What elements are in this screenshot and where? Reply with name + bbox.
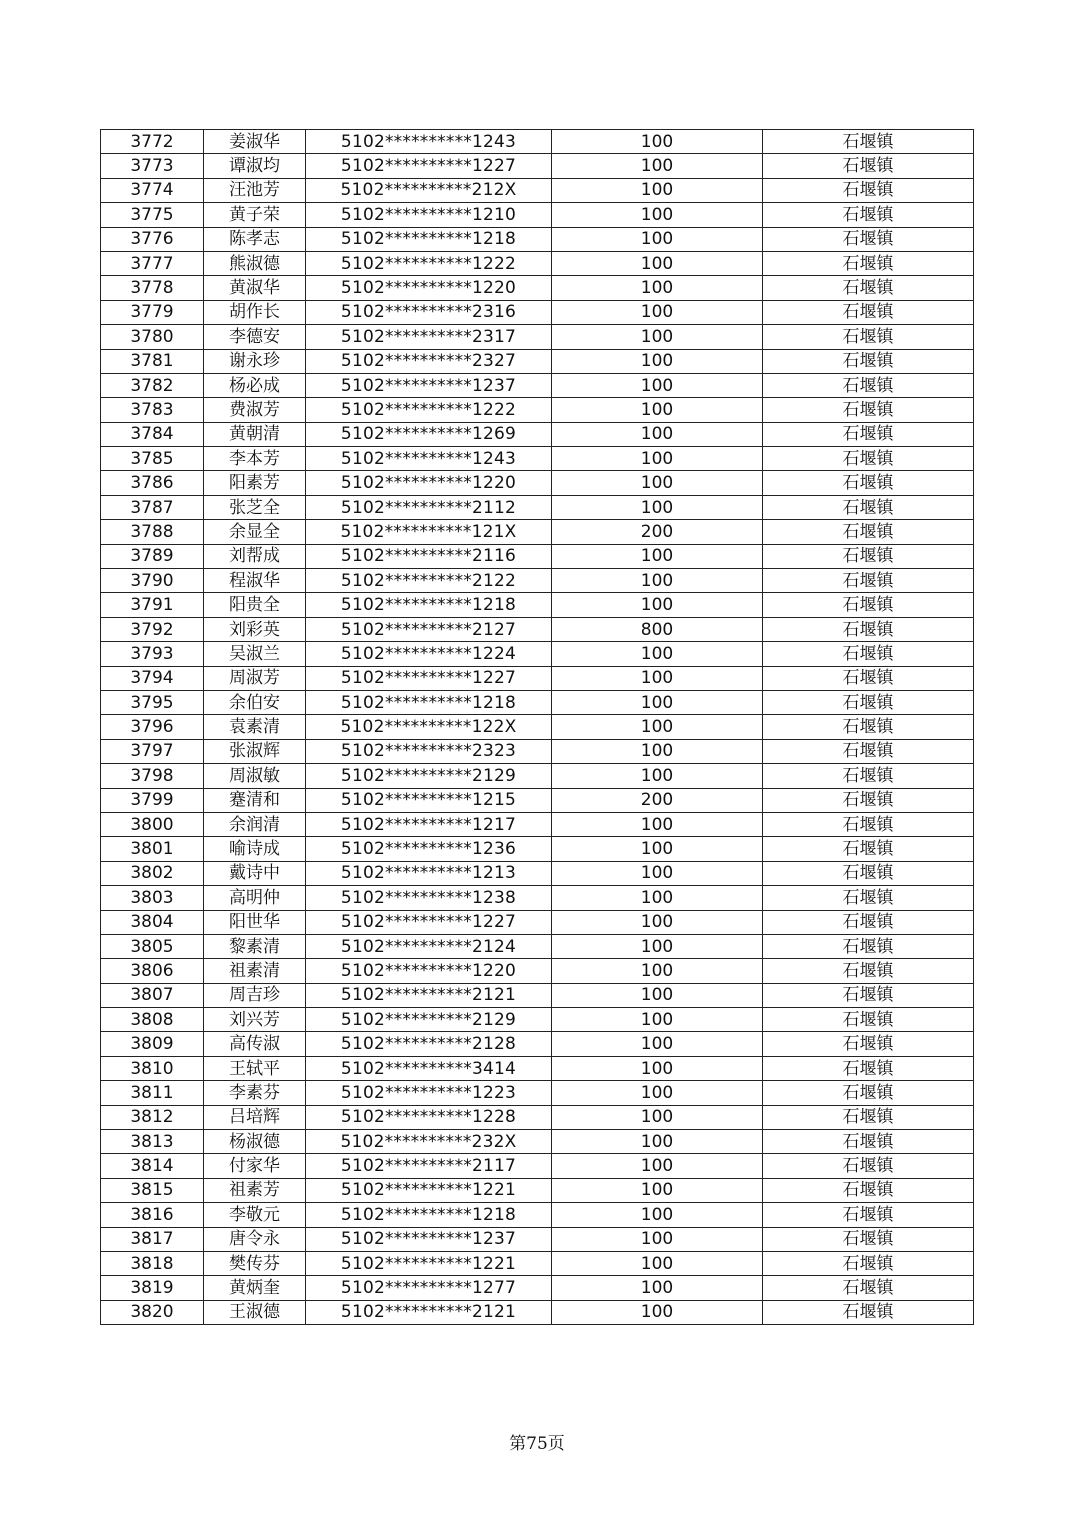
table-row — [101, 227, 974, 251]
amount-cell: 100 — [552, 447, 763, 471]
table-row — [101, 349, 974, 373]
town-cell: 石堰镇 — [763, 617, 974, 641]
table-row — [101, 203, 974, 227]
amount-cell: 100 — [552, 934, 763, 958]
name-cell: 吴淑兰 — [204, 642, 306, 666]
amount-cell: 100 — [552, 642, 763, 666]
table-row — [101, 959, 974, 983]
name-cell: 黄朝清 — [204, 422, 306, 446]
id-number-cell: 5102**********1223 — [306, 1081, 552, 1105]
table-row — [101, 495, 974, 519]
amount-cell: 100 — [552, 715, 763, 739]
id-number-cell: 5102**********1227 — [306, 910, 552, 934]
name-cell: 余伯安 — [204, 690, 306, 714]
name-cell: 谢永珍 — [204, 349, 306, 373]
id-number-cell: 5102**********1236 — [306, 837, 552, 861]
id-number-cell: 5102**********2317 — [306, 325, 552, 349]
name-cell: 熊淑德 — [204, 251, 306, 275]
town-cell: 石堰镇 — [763, 1203, 974, 1227]
town-cell: 石堰镇 — [763, 1300, 974, 1324]
table-row — [101, 544, 974, 568]
table-row — [101, 1008, 974, 1032]
name-cell: 杨必成 — [204, 373, 306, 397]
amount-cell: 100 — [552, 1056, 763, 1080]
id-number-cell: 5102**********1277 — [306, 1276, 552, 1300]
name-cell: 周淑芳 — [204, 666, 306, 690]
town-cell: 石堰镇 — [763, 1251, 974, 1275]
town-cell: 石堰镇 — [763, 251, 974, 275]
id-number-cell: 5102**********1224 — [306, 642, 552, 666]
table-row — [101, 373, 974, 397]
id-number-cell: 5102**********1269 — [306, 422, 552, 446]
id-number-cell: 5102**********121X — [306, 520, 552, 544]
town-cell: 石堰镇 — [763, 227, 974, 251]
serial-number-cell: 3787 — [101, 495, 204, 519]
name-cell: 黄子荣 — [204, 203, 306, 227]
town-cell: 石堰镇 — [763, 1227, 974, 1251]
table-row — [101, 642, 974, 666]
table-row — [101, 178, 974, 202]
serial-number-cell: 3800 — [101, 812, 204, 836]
serial-number-cell: 3774 — [101, 178, 204, 202]
name-cell: 刘帮成 — [204, 544, 306, 568]
serial-number-cell: 3776 — [101, 227, 204, 251]
town-cell: 石堰镇 — [763, 422, 974, 446]
town-cell: 石堰镇 — [763, 569, 974, 593]
table-row — [101, 861, 974, 885]
record-table-body — [101, 130, 974, 1325]
name-cell: 胡作长 — [204, 300, 306, 324]
table-row — [101, 300, 974, 324]
serial-number-cell: 3783 — [101, 398, 204, 422]
amount-cell: 100 — [552, 593, 763, 617]
name-cell: 祖素芳 — [204, 1178, 306, 1202]
id-number-cell: 5102**********1227 — [306, 666, 552, 690]
record-table — [100, 129, 974, 1325]
name-cell: 李敬元 — [204, 1203, 306, 1227]
serial-number-cell: 3773 — [101, 154, 204, 178]
id-number-cell: 5102**********3414 — [306, 1056, 552, 1080]
table-row — [101, 1178, 974, 1202]
town-cell: 石堰镇 — [763, 959, 974, 983]
amount-cell: 100 — [552, 1105, 763, 1129]
amount-cell: 100 — [552, 1081, 763, 1105]
name-cell: 黎素清 — [204, 934, 306, 958]
name-cell: 李德安 — [204, 325, 306, 349]
serial-number-cell: 3816 — [101, 1203, 204, 1227]
name-cell: 唐令永 — [204, 1227, 306, 1251]
town-cell: 石堰镇 — [763, 520, 974, 544]
id-number-cell: 5102**********1218 — [306, 1203, 552, 1227]
town-cell: 石堰镇 — [763, 642, 974, 666]
amount-cell: 100 — [552, 398, 763, 422]
serial-number-cell: 3784 — [101, 422, 204, 446]
table-row — [101, 1032, 974, 1056]
id-number-cell: 5102**********2122 — [306, 569, 552, 593]
table-row — [101, 130, 974, 154]
amount-cell: 100 — [552, 666, 763, 690]
name-cell: 袁素清 — [204, 715, 306, 739]
id-number-cell: 5102**********1221 — [306, 1178, 552, 1202]
town-cell: 石堰镇 — [763, 1154, 974, 1178]
table-row — [101, 1154, 974, 1178]
id-number-cell: 5102**********2121 — [306, 983, 552, 1007]
table-row — [101, 1276, 974, 1300]
amount-cell: 100 — [552, 1227, 763, 1251]
serial-number-cell: 3785 — [101, 447, 204, 471]
amount-cell: 100 — [552, 373, 763, 397]
id-number-cell: 5102**********2121 — [306, 1300, 552, 1324]
town-cell: 石堰镇 — [763, 1032, 974, 1056]
id-number-cell: 5102**********2316 — [306, 300, 552, 324]
page-number: 第75页 — [509, 1434, 565, 1454]
amount-cell: 100 — [552, 300, 763, 324]
serial-number-cell: 3807 — [101, 983, 204, 1007]
serial-number-cell: 3778 — [101, 276, 204, 300]
serial-number-cell: 3790 — [101, 569, 204, 593]
amount-cell: 100 — [552, 1300, 763, 1324]
serial-number-cell: 3781 — [101, 349, 204, 373]
amount-cell: 100 — [552, 959, 763, 983]
amount-cell: 100 — [552, 349, 763, 373]
serial-number-cell: 3820 — [101, 1300, 204, 1324]
id-number-cell: 5102**********1227 — [306, 154, 552, 178]
amount-cell: 200 — [552, 520, 763, 544]
name-cell: 蹇清和 — [204, 788, 306, 812]
amount-cell: 100 — [552, 861, 763, 885]
id-number-cell: 5102**********2128 — [306, 1032, 552, 1056]
id-number-cell: 5102**********2129 — [306, 764, 552, 788]
id-number-cell: 5102**********122X — [306, 715, 552, 739]
town-cell: 石堰镇 — [763, 1081, 974, 1105]
serial-number-cell: 3796 — [101, 715, 204, 739]
id-number-cell: 5102**********1237 — [306, 1227, 552, 1251]
name-cell: 谭淑均 — [204, 154, 306, 178]
table-row — [101, 1203, 974, 1227]
table-row — [101, 715, 974, 739]
table-row — [101, 910, 974, 934]
name-cell: 汪池芳 — [204, 178, 306, 202]
name-cell: 祖素清 — [204, 959, 306, 983]
id-number-cell: 5102**********2116 — [306, 544, 552, 568]
id-number-cell: 5102**********1220 — [306, 276, 552, 300]
table-row — [101, 398, 974, 422]
table-row — [101, 1300, 974, 1324]
name-cell: 余显全 — [204, 520, 306, 544]
table-row — [101, 886, 974, 910]
id-number-cell: 5102**********232X — [306, 1130, 552, 1154]
town-cell: 石堰镇 — [763, 300, 974, 324]
amount-cell: 100 — [552, 886, 763, 910]
serial-number-cell: 3777 — [101, 251, 204, 275]
id-number-cell: 5102**********1215 — [306, 788, 552, 812]
serial-number-cell: 3791 — [101, 593, 204, 617]
town-cell: 石堰镇 — [763, 788, 974, 812]
serial-number-cell: 3815 — [101, 1178, 204, 1202]
id-number-cell: 5102**********1220 — [306, 959, 552, 983]
table-row — [101, 1251, 974, 1275]
table-row — [101, 1130, 974, 1154]
id-number-cell: 5102**********1238 — [306, 886, 552, 910]
table-row — [101, 471, 974, 495]
name-cell: 吕培辉 — [204, 1105, 306, 1129]
name-cell: 刘兴芳 — [204, 1008, 306, 1032]
name-cell: 阳贵全 — [204, 593, 306, 617]
town-cell: 石堰镇 — [763, 1276, 974, 1300]
id-number-cell: 5102**********1243 — [306, 447, 552, 471]
amount-cell: 100 — [552, 983, 763, 1007]
name-cell: 周吉珍 — [204, 983, 306, 1007]
serial-number-cell: 3813 — [101, 1130, 204, 1154]
name-cell: 樊传芬 — [204, 1251, 306, 1275]
table-row — [101, 739, 974, 763]
id-number-cell: 5102**********1237 — [306, 373, 552, 397]
serial-number-cell: 3803 — [101, 886, 204, 910]
town-cell: 石堰镇 — [763, 1008, 974, 1032]
id-number-cell: 5102**********1222 — [306, 398, 552, 422]
town-cell: 石堰镇 — [763, 1105, 974, 1129]
town-cell: 石堰镇 — [763, 1130, 974, 1154]
id-number-cell: 5102**********1220 — [306, 471, 552, 495]
name-cell: 刘彩英 — [204, 617, 306, 641]
name-cell: 高明仲 — [204, 886, 306, 910]
serial-number-cell: 3799 — [101, 788, 204, 812]
serial-number-cell: 3810 — [101, 1056, 204, 1080]
serial-number-cell: 3780 — [101, 325, 204, 349]
serial-number-cell: 3804 — [101, 910, 204, 934]
name-cell: 费淑芳 — [204, 398, 306, 422]
amount-cell: 100 — [552, 1032, 763, 1056]
serial-number-cell: 3798 — [101, 764, 204, 788]
amount-cell: 100 — [552, 251, 763, 275]
name-cell: 张芝全 — [204, 495, 306, 519]
amount-cell: 100 — [552, 1251, 763, 1275]
serial-number-cell: 3818 — [101, 1251, 204, 1275]
town-cell: 石堰镇 — [763, 886, 974, 910]
name-cell: 黄淑华 — [204, 276, 306, 300]
town-cell: 石堰镇 — [763, 447, 974, 471]
table-row — [101, 934, 974, 958]
id-number-cell: 5102**********1213 — [306, 861, 552, 885]
amount-cell: 100 — [552, 739, 763, 763]
town-cell: 石堰镇 — [763, 983, 974, 1007]
table-row — [101, 520, 974, 544]
amount-cell: 800 — [552, 617, 763, 641]
town-cell: 石堰镇 — [763, 764, 974, 788]
id-number-cell: 5102**********2124 — [306, 934, 552, 958]
id-number-cell: 5102**********1218 — [306, 690, 552, 714]
table-row — [101, 812, 974, 836]
id-number-cell: 5102**********1218 — [306, 593, 552, 617]
id-number-cell: 5102**********1243 — [306, 130, 552, 154]
amount-cell: 100 — [552, 203, 763, 227]
serial-number-cell: 3795 — [101, 690, 204, 714]
table-row — [101, 276, 974, 300]
table-row — [101, 1227, 974, 1251]
serial-number-cell: 3788 — [101, 520, 204, 544]
name-cell: 阳世华 — [204, 910, 306, 934]
amount-cell: 100 — [552, 495, 763, 519]
table-row — [101, 764, 974, 788]
id-number-cell: 5102**********2327 — [306, 349, 552, 373]
amount-cell: 100 — [552, 1178, 763, 1202]
serial-number-cell: 3809 — [101, 1032, 204, 1056]
town-cell: 石堰镇 — [763, 325, 974, 349]
serial-number-cell: 3772 — [101, 130, 204, 154]
town-cell: 石堰镇 — [763, 349, 974, 373]
serial-number-cell: 3797 — [101, 739, 204, 763]
table-row — [101, 837, 974, 861]
name-cell: 王淑德 — [204, 1300, 306, 1324]
id-number-cell: 5102**********212X — [306, 178, 552, 202]
serial-number-cell: 3812 — [101, 1105, 204, 1129]
table-row — [101, 1081, 974, 1105]
serial-number-cell: 3782 — [101, 373, 204, 397]
id-number-cell: 5102**********2127 — [306, 617, 552, 641]
amount-cell: 100 — [552, 422, 763, 446]
amount-cell: 100 — [552, 227, 763, 251]
table-row — [101, 251, 974, 275]
name-cell: 杨淑德 — [204, 1130, 306, 1154]
serial-number-cell: 3801 — [101, 837, 204, 861]
town-cell: 石堰镇 — [763, 739, 974, 763]
serial-number-cell: 3792 — [101, 617, 204, 641]
serial-number-cell: 3817 — [101, 1227, 204, 1251]
amount-cell: 200 — [552, 788, 763, 812]
amount-cell: 100 — [552, 690, 763, 714]
name-cell: 王轼平 — [204, 1056, 306, 1080]
name-cell: 余润清 — [204, 812, 306, 836]
town-cell: 石堰镇 — [763, 154, 974, 178]
id-number-cell: 5102**********2323 — [306, 739, 552, 763]
record-table-container — [100, 129, 973, 1325]
id-number-cell: 5102**********1210 — [306, 203, 552, 227]
amount-cell: 100 — [552, 764, 763, 788]
name-cell: 周淑敏 — [204, 764, 306, 788]
town-cell: 石堰镇 — [763, 203, 974, 227]
id-number-cell: 5102**********1222 — [306, 251, 552, 275]
town-cell: 石堰镇 — [763, 471, 974, 495]
id-number-cell: 5102**********1221 — [306, 1251, 552, 1275]
serial-number-cell: 3794 — [101, 666, 204, 690]
amount-cell: 100 — [552, 544, 763, 568]
town-cell: 石堰镇 — [763, 666, 974, 690]
name-cell: 程淑华 — [204, 569, 306, 593]
amount-cell: 100 — [552, 1008, 763, 1032]
name-cell: 付家华 — [204, 1154, 306, 1178]
table-row — [101, 617, 974, 641]
table-row — [101, 325, 974, 349]
amount-cell: 100 — [552, 1203, 763, 1227]
amount-cell: 100 — [552, 154, 763, 178]
table-row — [101, 593, 974, 617]
name-cell: 喻诗成 — [204, 837, 306, 861]
table-row — [101, 1056, 974, 1080]
name-cell: 高传淑 — [204, 1032, 306, 1056]
amount-cell: 100 — [552, 130, 763, 154]
serial-number-cell: 3786 — [101, 471, 204, 495]
amount-cell: 100 — [552, 1154, 763, 1178]
town-cell: 石堰镇 — [763, 544, 974, 568]
amount-cell: 100 — [552, 325, 763, 349]
id-number-cell: 5102**********2112 — [306, 495, 552, 519]
town-cell: 石堰镇 — [763, 837, 974, 861]
serial-number-cell: 3808 — [101, 1008, 204, 1032]
amount-cell: 100 — [552, 178, 763, 202]
serial-number-cell: 3811 — [101, 1081, 204, 1105]
table-row — [101, 1105, 974, 1129]
serial-number-cell: 3789 — [101, 544, 204, 568]
town-cell: 石堰镇 — [763, 130, 974, 154]
table-row — [101, 154, 974, 178]
table-row — [101, 666, 974, 690]
amount-cell: 100 — [552, 837, 763, 861]
table-row — [101, 447, 974, 471]
amount-cell: 100 — [552, 569, 763, 593]
amount-cell: 100 — [552, 1276, 763, 1300]
town-cell: 石堰镇 — [763, 178, 974, 202]
town-cell: 石堰镇 — [763, 861, 974, 885]
amount-cell: 100 — [552, 910, 763, 934]
serial-number-cell: 3793 — [101, 642, 204, 666]
name-cell: 黄炳奎 — [204, 1276, 306, 1300]
name-cell: 姜淑华 — [204, 130, 306, 154]
table-row — [101, 788, 974, 812]
town-cell: 石堰镇 — [763, 934, 974, 958]
name-cell: 阳素芳 — [204, 471, 306, 495]
name-cell: 陈孝志 — [204, 227, 306, 251]
serial-number-cell: 3805 — [101, 934, 204, 958]
name-cell: 李本芳 — [204, 447, 306, 471]
town-cell: 石堰镇 — [763, 1178, 974, 1202]
town-cell: 石堰镇 — [763, 276, 974, 300]
town-cell: 石堰镇 — [763, 495, 974, 519]
table-row — [101, 690, 974, 714]
table-row — [101, 422, 974, 446]
table-row — [101, 569, 974, 593]
id-number-cell: 5102**********1218 — [306, 227, 552, 251]
serial-number-cell: 3814 — [101, 1154, 204, 1178]
amount-cell: 100 — [552, 471, 763, 495]
town-cell: 石堰镇 — [763, 1056, 974, 1080]
name-cell: 张淑辉 — [204, 739, 306, 763]
town-cell: 石堰镇 — [763, 812, 974, 836]
id-number-cell: 5102**********2129 — [306, 1008, 552, 1032]
id-number-cell: 5102**********1228 — [306, 1105, 552, 1129]
town-cell: 石堰镇 — [763, 715, 974, 739]
town-cell: 石堰镇 — [763, 690, 974, 714]
name-cell: 戴诗中 — [204, 861, 306, 885]
serial-number-cell: 3802 — [101, 861, 204, 885]
serial-number-cell: 3779 — [101, 300, 204, 324]
town-cell: 石堰镇 — [763, 593, 974, 617]
amount-cell: 100 — [552, 812, 763, 836]
name-cell: 李素芬 — [204, 1081, 306, 1105]
town-cell: 石堰镇 — [763, 398, 974, 422]
id-number-cell: 5102**********1217 — [306, 812, 552, 836]
serial-number-cell: 3775 — [101, 203, 204, 227]
town-cell: 石堰镇 — [763, 373, 974, 397]
amount-cell: 100 — [552, 276, 763, 300]
table-row — [101, 983, 974, 1007]
town-cell: 石堰镇 — [763, 910, 974, 934]
serial-number-cell: 3819 — [101, 1276, 204, 1300]
id-number-cell: 5102**********2117 — [306, 1154, 552, 1178]
amount-cell: 100 — [552, 1130, 763, 1154]
serial-number-cell: 3806 — [101, 959, 204, 983]
